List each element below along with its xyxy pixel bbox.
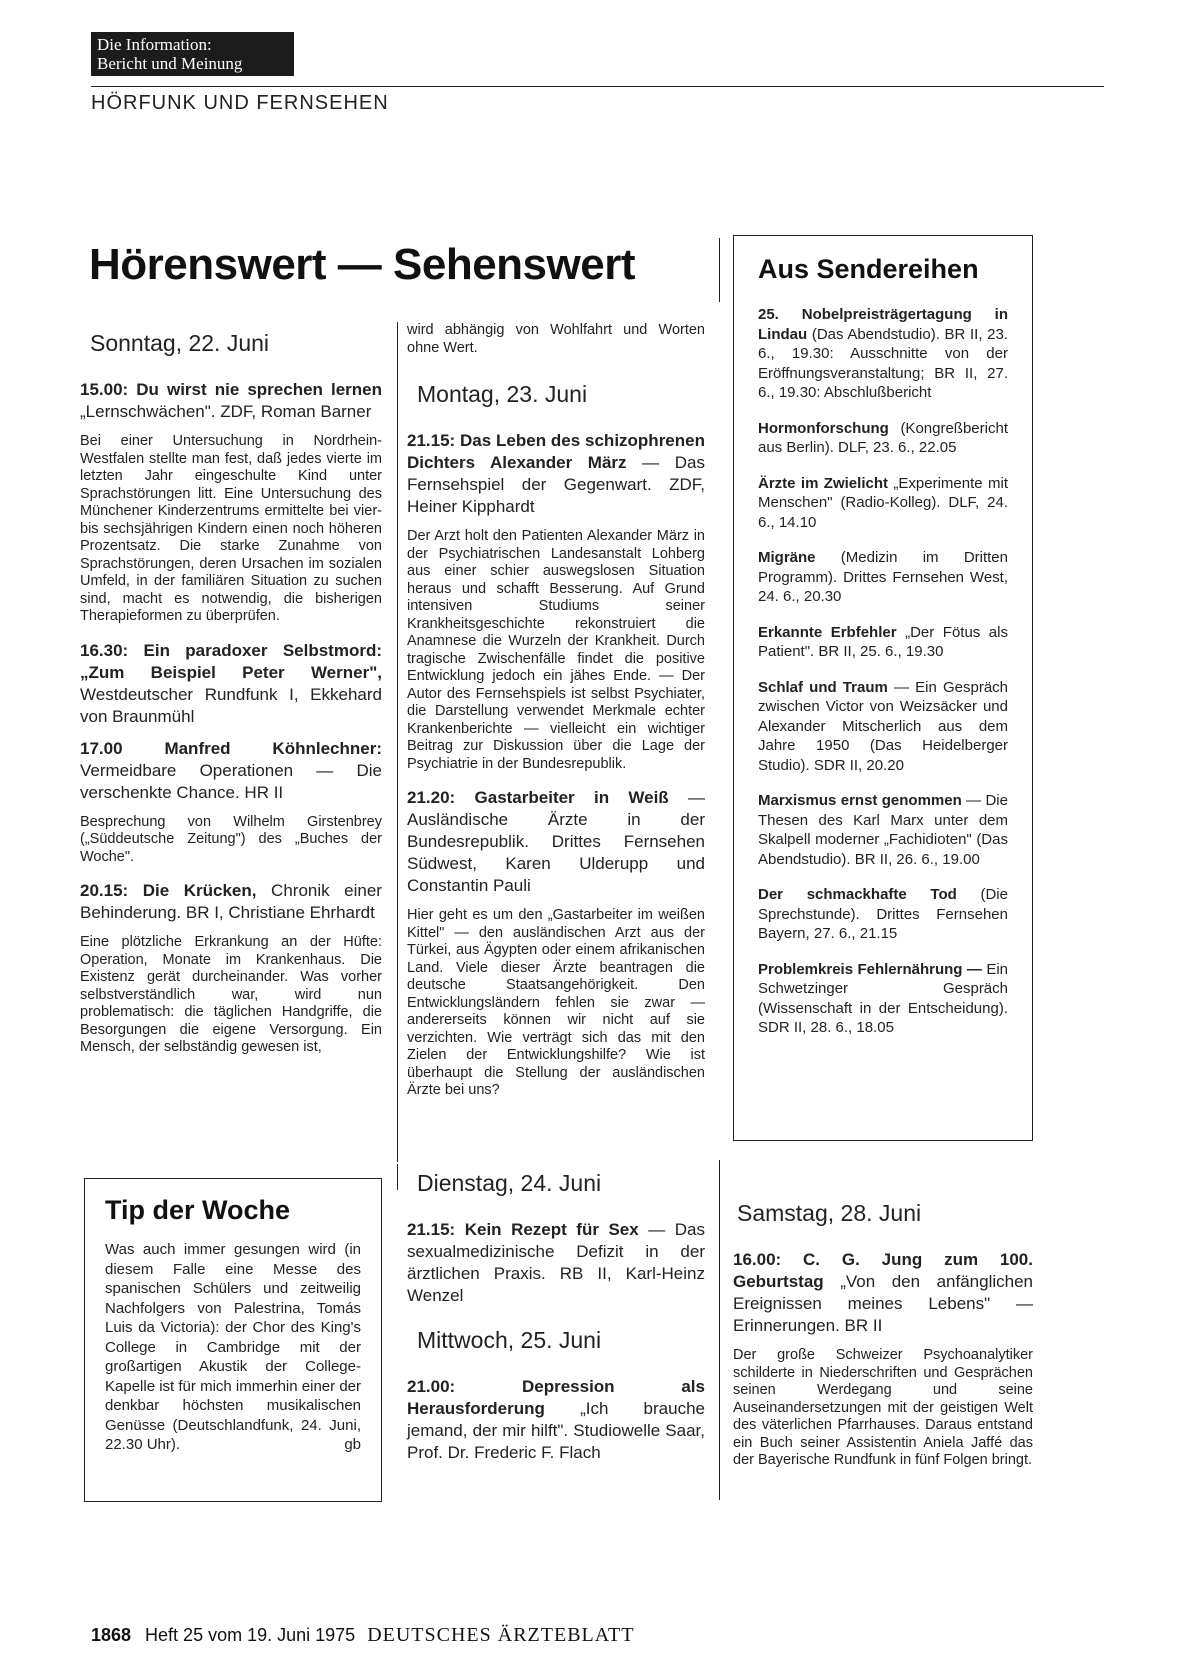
entry-heading (407, 1219, 705, 1307)
entry-time: 20.15: (80, 881, 129, 900)
masthead-logo (91, 32, 294, 76)
series-item-title: Problemkreis Fehlernährung — (758, 960, 982, 978)
series-item (758, 623, 1008, 662)
series-item-info: — Ein Gespräch zwischen Victor von Weizsäcker und Alexander Mitscherlich aus dem Jahre 1950 (Das Heidelberger Studio). SDR II, 20.20 (758, 678, 1008, 774)
series-item-title: Der schmackhafte Tod (758, 886, 957, 903)
series-item-info: (Kongreßbericht aus Berlin). DLF, 23. 6., 22.05 (758, 419, 1008, 456)
tip-title: Tip der Woche (105, 1195, 291, 1225)
series-item-info: (Medizin im Dritten Programm). Drittes Fernsehen West, 24. 6., 20.30 (758, 549, 1008, 605)
entry-info: — Das Fernsehspiel der Gegenwart. ZDF, Heiner Kipphardt (407, 453, 705, 516)
entry-body: Bei einer Untersuchung in Nordrhein-Westfalen stellte man fest, daß jedes vierte im letzten Jahr eingeschulte Kind unter Sprachstörungen litt. Eine Untersuchung des Münchener Kinderzentrums ermittelte bei vier- bis sechsjährigen Kindern einen noch höheren Prozentsatz. Die starke Zunahme von Sprachstörungen, deren Ursachen im sozialen Umfeld, in der familiären Situation zu suchen sind, macht es notwendig, die bisherigen Therapieformen zu überprüfen. (80, 433, 382, 624)
entry-info: Chronik einer Behinderung. BR I, Christiane Ehrhardt (80, 881, 382, 922)
entry-info: Westdeutscher Rundfunk I, Ekkehard von Braunmühl (80, 684, 382, 726)
series-item-info: — Die Thesen des Karl Marx unter dem Skalpell moderner „Fachidioten" (Das Abendstudio). BR II, 26. 6., 19.00 (758, 792, 1008, 868)
entry-body: Hier geht es um den „Gastarbeiter im weißen Kittel" — den ausländischen Arzt aus der Türkei, aus Ägypten oder einem afrikanischen Land. Viele dieser Ärzte beantragen die deutsche Staatsangehörigkeit. Den Entwicklungsländern fehlen sie zwar — andererseits können wir nicht auf sie verzichten. Wie verträgt sich das mit den Zielen der Entwicklungshilfe? Wie ist überhaupt die Stellung der ausländischen Ärzte bei uns? (407, 907, 705, 1098)
day-heading-sunday: Sonntag, 22. Juni (90, 330, 270, 356)
entry-time: 21.15: (407, 431, 456, 450)
series-item-title: 25. Nobelpreisträgertagung in Lindau (758, 306, 1008, 343)
entry-body: Eine plötzliche Erkrankung an der Hüfte: Operation, Monate im Krankenhaus. Die Existenz gerät durcheinander. Was vorher selbstverständlich war, wird nun problematisch: die täglichen Handgriffe, die Besorgungen die eigene Versorgung. Ein Mensch, der selbständig gewesen ist, (80, 934, 382, 1055)
entry-title: C. G. Jung zum 100. Geburtstag (733, 1250, 1033, 1291)
series-item-title: Migräne (758, 549, 816, 566)
entry-heading (407, 430, 705, 518)
entry-heading (80, 880, 382, 924)
series-item-info: „Experimente mit Menschen" (Radio-Kolleg). DLF, 24. 6., 14.10 (758, 474, 1008, 531)
day-heading-wednesday: Mittwoch, 25. Juni (417, 1327, 602, 1353)
entry-heading (80, 640, 382, 728)
entry-time: 21.15: (407, 1220, 456, 1239)
entry-title: Manfred Köhnlechner: (164, 738, 382, 758)
tip-box (84, 1178, 382, 1502)
entry-heading (80, 379, 382, 423)
day-heading-tuesday: Dienstag, 24. Juni (417, 1170, 602, 1196)
entry-title: Kein Rezept für Sex (464, 1220, 639, 1239)
entry-info: Vermeidbare Operationen — Die verschenkte Chance. HR II (80, 760, 382, 802)
series-item-title: Hormonforschung (758, 419, 889, 437)
page-title: Hörenswert — Sehenswert (89, 240, 635, 289)
entry-title: Die Krücken, (142, 881, 257, 900)
day-heading-monday: Montag, 23. Juni (417, 381, 588, 407)
tip-signature: gb (344, 1436, 361, 1453)
continued-text: wird abhängig von Wohlfahrt und Worten ohne Wert. (407, 322, 705, 356)
column-divider-bottom (719, 1160, 720, 1500)
series-item-title: Schlaf und Traum (758, 678, 888, 696)
entry-info: — Das sexualmedizinische Defizit in der ärztlichen Praxis. RB II, Karl-Heinz Wenzel (407, 1220, 705, 1305)
entry-title: Ein paradoxer Selbstmord: „Zum Beispiel Peter Werner", (80, 640, 382, 682)
series-item-title: Marxismus ernst genommen (758, 792, 962, 809)
entry-time: 21.20: (407, 788, 456, 807)
page-footer (91, 1624, 634, 1647)
series-item-info: (Die Sprechstunde). Drittes Fernsehen Bayern, 27. 6., 21.15 (758, 886, 1008, 942)
entry-title: Depression als Herausforderung (407, 1377, 705, 1418)
masthead-line-1: Die Information: (97, 35, 212, 54)
series-item (758, 548, 1008, 607)
series-item (758, 474, 1008, 533)
entry-title: Gastarbeiter in Weiß (474, 788, 669, 807)
day-heading-saturday: Samstag, 28. Juni (737, 1200, 922, 1226)
series-item (758, 885, 1008, 944)
entry-heading (80, 738, 382, 804)
tip-body: Was auch immer gesungen wird (in diesem Falle eine Messe des spanischen Schülers und zeitweilig Nachfolgers von Palestrina, Tomás Luis da Victoria): der Chor des King's College in Cambridge mit der großartigen Akustik der College-Kapelle ist für mich immerhin einer der denkbar höchsten musikalischen Genüsse (Deutschlandfunk, 24. Juni, 22.30 Uhr). (105, 1241, 361, 1453)
column-weekdays (407, 322, 705, 1114)
column-divider-top (719, 238, 720, 302)
series-item (758, 960, 1008, 1038)
series-box (733, 235, 1033, 1141)
column-sunday (80, 330, 382, 1071)
entry-body: Der Arzt holt den Patienten Alexander März in der Psychiatrischen Landesanstalt Lohberg aus einer schier auswegslosen Situation heraus und schafft Besserung. Auf Grund intensiven Studiums seiner Krankheitsgeschichte rekonstruiert die Anamnese die Wurzeln der Krankheit. Durch tragische Zwischenfälle findet die positive Entwicklung jedoch ein jähes Ende. — Der Autor des Fernsehspiels ist selbst Psychiater, die Darstellung verwendet Merkmale echter Krankenberichte — vielleicht ein wichtiger Beitrag zur Diskussion über die Lage der Psychiatrie in der Bundesrepublik. (407, 528, 705, 772)
entry-title: Das Leben des schizophrenen Dichters Alexander März (407, 431, 705, 472)
page-number: 1868 (91, 1625, 132, 1645)
entry-title: Du wirst nie sprechen lernen (136, 380, 382, 399)
entry-heading (407, 787, 705, 897)
series-item-title: Erkannte Erbfehler (758, 623, 897, 641)
entry-time: 16.30: (80, 640, 129, 660)
series-item (758, 678, 1008, 776)
series-item-info: (Das Abendstudio). BR II, 23. 6., 19.30: Ausschnitte von der Eröffnungsveranstaltung; BR II, 27. 6., 19.30: Abschlußbericht (758, 325, 1008, 401)
entry-body: Der große Schweizer Psychoanalytiker schilderte in Niederschriften und Gesprächen seinen Werdegang und seine Auseinandersetzungen mit der geistigen Welt des väterlichen Pfarrhauses. Daraus entstand ein Buch seiner Assistentin Aniela Jaffé das der Bayerische Rundfunk in fünf Folgen bringt. (733, 1347, 1033, 1468)
entry-info: „Ich brauche jemand, der mir hilft". Studiowelle Saar, Prof. Dr. Frederic F. Flach (407, 1399, 705, 1462)
entry-time: 15.00: (80, 380, 129, 399)
entry-heading (407, 1376, 705, 1464)
magazine-name: DEUTSCHES ÄRZTEBLATT (367, 1624, 635, 1646)
masthead-line-2: Bericht und Meinung (97, 54, 243, 73)
entry-heading (727, 1249, 1033, 1337)
section-title: HÖRFUNK UND FERNSEHEN (91, 92, 389, 114)
series-item (758, 305, 1008, 403)
column-divider-short (397, 1164, 398, 1190)
series-item (758, 791, 1008, 869)
column-weekdays-lower (407, 1170, 705, 1474)
series-item-info: „Der Fötus als Patient". BR II, 25. 6., 19.30 (758, 623, 1008, 660)
entry-info: „Lernschwächen". ZDF, Roman Barner (80, 402, 372, 421)
entry-time: 17.00 (80, 738, 123, 758)
entry-info: „Von den anfänglichen Ereignissen meines Lebens" — Erinnerungen. BR II (733, 1272, 1033, 1335)
column-saturday (727, 1200, 1033, 1484)
header-rule (91, 86, 1104, 87)
issue-info: Heft 25 vom 19. Juni 1975 (145, 1625, 356, 1645)
series-item (758, 419, 1008, 458)
entry-time: 21.00: (407, 1377, 456, 1396)
entry-info: — Ausländische Ärzte in der Bundesrepublik. Drittes Fernsehen Südwest, Karen Ulderupp und Constantin Pauli (407, 788, 705, 895)
series-item-info: Ein Schwetzinger Gespräch (Wissenschaft in der Entscheidung). SDR II, 28. 6., 18.05 (758, 960, 1008, 1036)
entry-time: 16.00: (733, 1250, 782, 1269)
column-divider (397, 322, 398, 1162)
series-item-title: Ärzte im Zwielicht (758, 474, 888, 492)
tip-text (105, 1240, 361, 1455)
series-title: Aus Sendereihen (758, 254, 979, 284)
entry-body: Besprechung von Wilhelm Girstenbrey („Süddeutsche Zeitung") des „Buches der Woche". (80, 813, 382, 865)
